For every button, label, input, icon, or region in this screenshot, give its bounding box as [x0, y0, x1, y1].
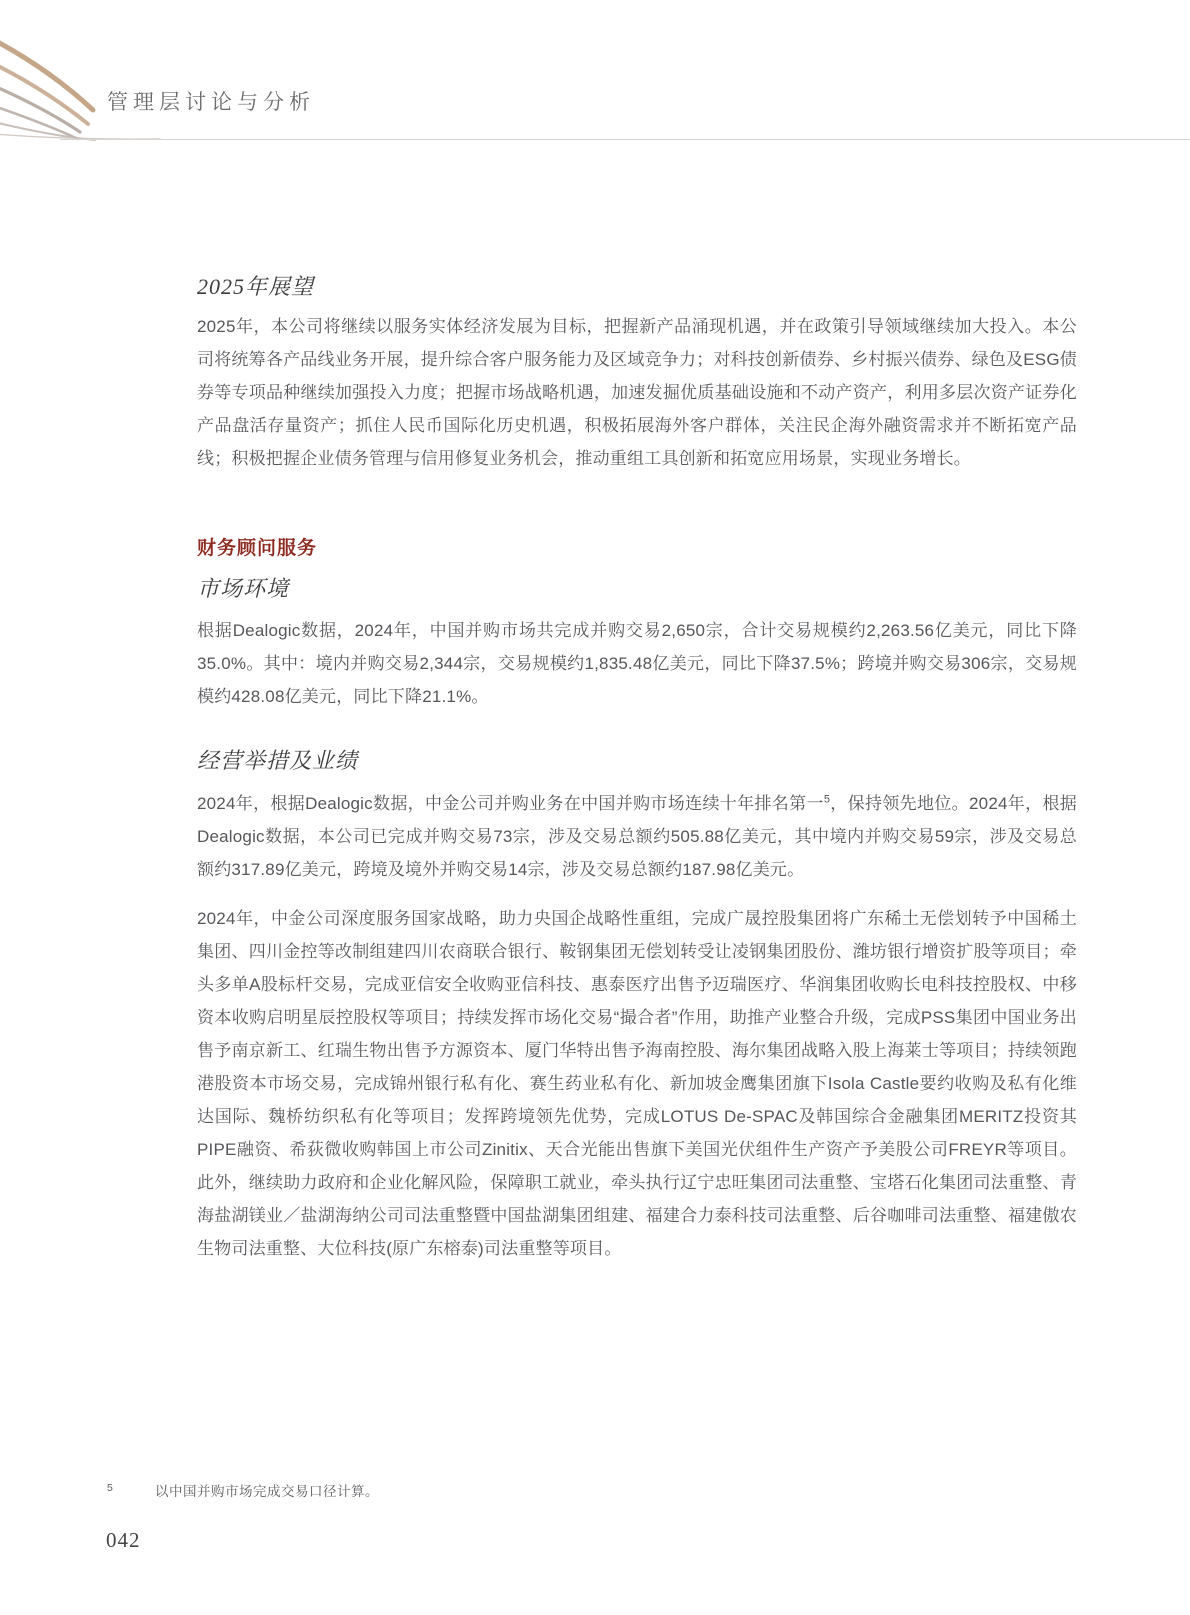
header-divider — [60, 139, 1190, 140]
footnote-text: 以中国并购市场完成交易口径计算。 — [155, 1484, 379, 1499]
decorative-arcs-graphic — [0, 18, 300, 143]
outlook-paragraph: 2025年，本公司将继续以服务实体经济发展为目标，把握新产品涌现机遇，并在政策引导领域继续加大投入。本公司将统筹各产品线业务开展，提升综合客户服务能力及区域竞争力；对科技创新债券、乡村振兴债券、绿色及ESG债券等专项品种继续加强投入力度；把握市场战略机遇，加速发掘优质基础设施和不动产资产，利用多层次资产证券化产品盘活存量资产；抓住人民币国际化历史机遇，积极拓展海外客户群体，关注民企海外融资需求并不断拓宽产品线；积极把握企业债务管理与信用修复业务机会，推动重组工具创新和拓宽应用场景，实现业务增长。 — [197, 317, 1077, 468]
chapter-title: 管理层讨论与分析 — [107, 90, 315, 114]
advisory-heading: 财务顾问服务 — [197, 538, 318, 559]
performance-paragraph-1 — [197, 787, 1077, 886]
footnote-reference-marker: 5 — [823, 793, 831, 806]
outlook-heading: 2025年展望 — [197, 274, 315, 299]
market-environment-paragraph: 根据Dealogic数据，2024年，中国并购市场共完成并购交易2,650宗，合计交易规模约2,263.56亿美元，同比下降35.0%。其中：境内并购交易2,344宗，交易规模约1,835.48亿美元，同比下降37.5%；跨境并购交易306宗，交易规模约428.08亿美元，同比下降21.1%。 — [197, 621, 1077, 706]
performance-paragraph-1-continued: ，保持领先地位。2024年，根据Dealogic数据，本公司已完成并购交易73宗，涉及交易总额约505.88亿美元，其中境内并购交易59宗，涉及交易总额约317.89亿美元，跨境及境外并购交易14宗，涉及交易总额约187.98亿美元。 — [197, 794, 1077, 879]
footnote — [107, 1480, 807, 1500]
footnote-marker: 5 — [107, 1482, 113, 1494]
performance-paragraph-1-text: 2024年，根据Dealogic数据，中金公司并购业务在中国并购市场连续十年排名第一 — [197, 794, 824, 813]
performance-paragraph-2: 2024年，中金公司深度服务国家战略，助力央国企战略性重组，完成广晟控股集团将广东稀土无偿划转予中国稀土集团、四川金控等改制组建四川农商联合银行、鞍钢集团无偿划转受让凌钢集团股份、潍坊银行增资扩股等项目；牵头多单A股标杆交易，完成亚信安全收购亚信科技、惠泰医疗出售予迈瑞医疗、华润集团收购长电科技控股权、中移资本收购启明星辰控股权等项目；持续发挥市场化交易“撮合者”作用，助推产业整合升级，完成PSS集团中国业务出售予南京新工、红瑞生物出售予方源资本、厦门华特出售予海南控股、海尔集团战略入股上海莱士等项目；持续领跑港股资本市场交易，完成锦州银行私有化、赛生药业私有化、新加坡金鹰集团旗下Isola Castle要约收购及私有化维达国际、魏桥纺织私有化等项目；发挥跨境领先优势，完成LOTUS De-SPAC及韩国综合金融集团MERITZ投资其PIPE融资、希荻微收购韩国上市公司Zinitix、天合光能出售旗下美国光伏组件生产资产予美股公司FREYR等项目。此外，继续助力政府和企业化解风险，保障职工就业，牵头执行辽宁忠旺集团司法重整、宝塔石化集团司法重整、青海盐湖镁业／盐湖海纳公司司法重整暨中国盐湖集团组建、福建合力泰科技司法重整、后谷咖啡司法重整、福建傲农生物司法重整、大位科技(原广东榕泰)司法重整等项目。 — [197, 909, 1077, 1258]
performance-heading: 经营举措及业绩 — [197, 748, 359, 773]
page-number: 042 — [106, 1528, 141, 1552]
market-environment-heading: 市场环境 — [197, 576, 290, 601]
